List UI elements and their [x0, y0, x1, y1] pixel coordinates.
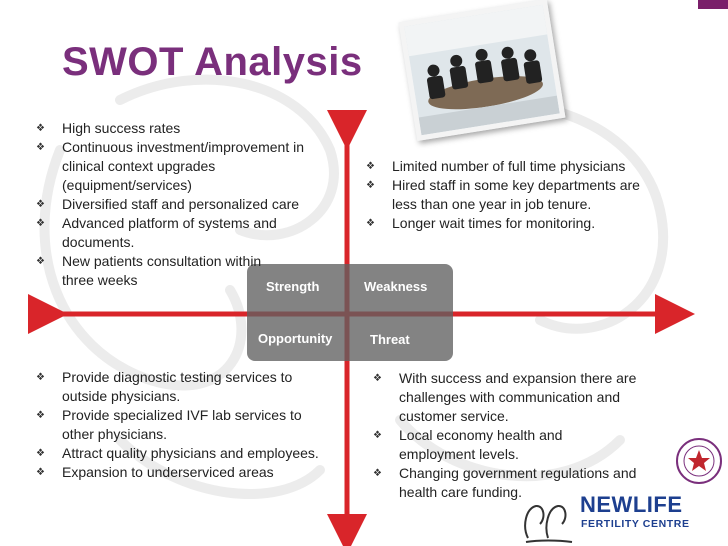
- slide-title: SWOT Analysis: [62, 40, 363, 84]
- diamond-bullet-icon: ❖: [373, 373, 382, 384]
- diamond-bullet-icon: ❖: [366, 218, 375, 229]
- list-item: ❖ Limited number of full time physicians: [366, 158, 626, 174]
- list-item: ❖ Provide specialized IVF lab services to other physicians.: [36, 407, 302, 442]
- diamond-bullet-icon: ❖: [36, 372, 45, 383]
- opportunity-label: Opportunity: [258, 331, 333, 346]
- diamond-bullet-icon: ❖: [366, 180, 375, 191]
- newlife-logo-subtitle: FERTILITY CENTRE: [581, 518, 690, 530]
- opportunities-list: [36, 368, 346, 482]
- diamond-bullet-icon: ❖: [36, 448, 45, 459]
- strength-label: Strength: [266, 279, 320, 294]
- diamond-bullet-icon: ❖: [373, 430, 382, 441]
- list-item: ❖ Advanced platform of systems and documents.: [36, 215, 277, 250]
- list-item: ❖ With success and expansion there are challenges with communication and customer service.: [373, 370, 637, 424]
- list-item: ❖ High success rates: [36, 120, 181, 136]
- institution-seal-icon: [675, 436, 723, 486]
- list-item: ❖ Diversified staff and personalized care: [36, 196, 300, 212]
- list-item: ❖ Attract quality physicians and employees.: [36, 445, 319, 461]
- diamond-bullet-icon: ❖: [366, 161, 375, 172]
- diamond-bullet-icon: ❖: [36, 123, 45, 134]
- list-item: ❖ Provide diagnostic testing services to outside physicians.: [36, 369, 293, 404]
- weaknesses-list: [366, 157, 666, 233]
- diamond-bullet-icon: ❖: [36, 199, 45, 210]
- diamond-bullet-icon: ❖: [36, 256, 45, 267]
- list-item: ❖ Continuous investment/improvement in clinical context upgrades (equipment/services): [36, 139, 305, 193]
- list-item: ❖ Longer wait times for monitoring.: [366, 215, 596, 231]
- newlife-mark-icon: [518, 498, 580, 544]
- newlife-logo-text: NEWLIFE: [580, 492, 683, 517]
- diamond-bullet-icon: ❖: [36, 142, 45, 153]
- diamond-bullet-icon: ❖: [36, 467, 45, 478]
- list-item: ❖ Changing government regulations and health care funding.: [373, 465, 637, 500]
- list-item: ❖ Local economy health and employment levels.: [373, 427, 563, 462]
- list-item: ❖ Expansion to underserviced areas: [36, 464, 274, 480]
- diamond-bullet-icon: ❖: [36, 218, 45, 229]
- strengths-list: [36, 119, 336, 290]
- list-item: ❖ New patients consultation within three weeks: [36, 253, 262, 288]
- threats-list: [373, 369, 663, 502]
- diamond-bullet-icon: ❖: [373, 468, 382, 479]
- threat-label: Threat: [370, 332, 410, 347]
- weakness-label: Weakness: [364, 279, 428, 294]
- list-item: ❖ Hired staff in some key departments are less than one year in job tenure.: [366, 177, 640, 212]
- diamond-bullet-icon: ❖: [36, 410, 45, 421]
